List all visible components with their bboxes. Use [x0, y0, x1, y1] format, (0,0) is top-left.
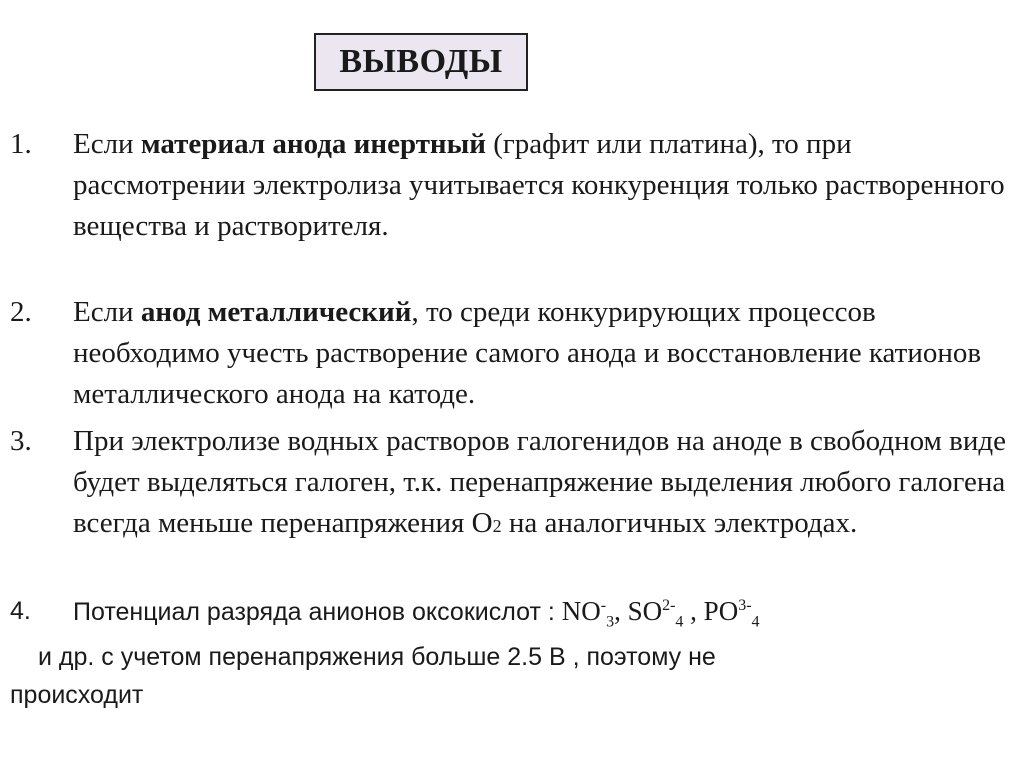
bold-term: анод металлический — [140, 296, 412, 328]
slide-title — [314, 33, 528, 91]
formula-nitrate: $NO^-_3$ — [561, 596, 615, 631]
text-run: Если — [73, 128, 141, 160]
list-item-text — [73, 124, 1015, 247]
subscript: 2 — [492, 516, 502, 536]
text-run: При электролизе водных растворов галогенидов на аноде в свободном виде будет выделяться галоген, т.к. перенапряжение выделения любого галогена всегда меньше перенапряжения О — [73, 425, 1006, 539]
list-number: 2. — [10, 296, 32, 328]
list-item-1 — [10, 124, 1015, 247]
separator: , — [683, 596, 704, 626]
conclusion-line-2: происходит — [10, 681, 144, 709]
list-number: 1. — [10, 128, 32, 160]
list-item-text — [73, 292, 1015, 415]
separator: , — [614, 596, 628, 626]
list-item-3 — [10, 421, 1015, 547]
list-item-4 — [10, 591, 1015, 632]
text-run: (графит или платина), то при рассмотрении электролиза учитывается конкуренция только растворенного вещества и растворителя. — [73, 128, 1005, 242]
conclusion-text — [10, 638, 1015, 714]
text-run: Если — [73, 296, 141, 328]
formula-sulfate: $SO^{2-}_4$ — [627, 596, 684, 631]
conclusion-line-1: и др. с учетом перенапряжения больше 2.5 В , поэтому не — [38, 643, 716, 671]
bold-term: материал анода инертный — [140, 128, 486, 160]
formula-phosphate: $PO^{3-}_4$ — [703, 596, 760, 631]
text-run: , то среди конкурирующих процессов необходимо учесть растворение самого анода и восстановление катионов металлического анода на катоде. — [73, 296, 982, 410]
slide-title-text: ВЫВОДЫ — [339, 43, 503, 80]
text-run: на аналогичных электродах. — [501, 507, 858, 539]
list-number: 3. — [10, 425, 32, 457]
list-number: 4. — [10, 597, 31, 625]
list-item-text — [73, 591, 1015, 632]
list-item-2 — [10, 292, 1015, 415]
list-item-text — [73, 421, 1015, 547]
text-run: Потенциал разряда анионов оксокислот : — [73, 598, 562, 626]
